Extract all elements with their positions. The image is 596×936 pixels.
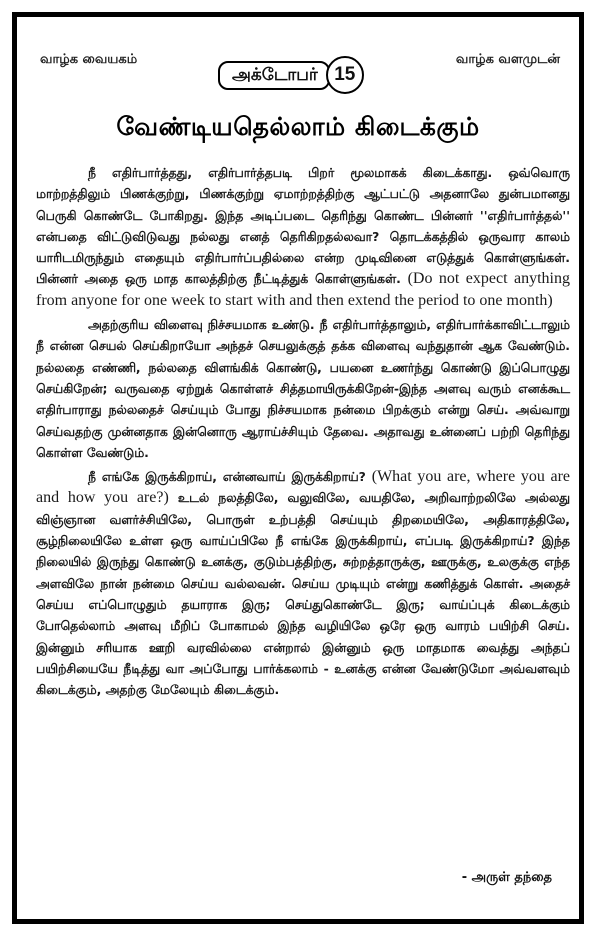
- date-month: அக்டோபர்: [218, 61, 330, 90]
- date-badge: [218, 56, 364, 94]
- paragraph-2: [36, 314, 570, 463]
- paragraph-1: [36, 162, 570, 311]
- signature: - அருள் தந்தை: [461, 870, 552, 885]
- paragraph-3: [36, 466, 570, 700]
- article-body: [36, 162, 570, 703]
- page-title: வேண்டியதெல்லாம் கிடைக்கும்: [116, 112, 480, 141]
- paragraph-1-english: (Do not expect anything from anyone for one week to start with and then extend the period to one month): [36, 270, 570, 309]
- header-left-motto: வாழ்க வையகம்: [40, 52, 138, 67]
- header-right-motto: வாழ்க வளமுடன்: [455, 52, 560, 67]
- paragraph-3-text-before: நீ எங்கே இருக்கிறாய், என்னவாய் இருக்கிறாய்?: [88, 469, 366, 485]
- paragraph-3-text-after: உடல் நலத்திலே, வலுவிலே, வயதிலே, அறிவாற்றலிலே அல்லது விஞ்ஞான வளர்ச்சியிலே, பொருள் உற்பத்தி செய்யும் திறமையிலே, அதிகாரத்திலே, சூழ்நிலையிலே உள்ள ஒரு வாய்ப்பிலே நீ எங்கே இருக்கிறாய், எப்படி இருக்கிறாய்? இந்த நிலையில் இருந்து கொண்டு உனக்கு, குடும்பத்திற்கு, சுற்றத்தாருக்கு, ஊருக்கு, உலகுக்கு எந்த அளவிலே நான் நன்மை செய்ய வல்லவன். செய்ய முடியும் என்று கணித்துக் கொள். அதைச் செய்ய எப்பொழுதும் தயாராக இரு; செய்துகொண்டே இரு; வாய்ப்புக் கிடைக்கும் போதெல்லாம் அளவு மீறிப் போகாமல் இந்த வழியிலே ஒரே ஒரு வாரம் பயிற்சி செய். இன்னும் சரியாக ஊறி வரவில்லை என்றால் இன்னும் ஒரு மாதமாக வைத்து அந்தப் பயிற்சியையே நீடித்து வா அப்போது பார்க்கலாம் - உனக்கு என்ன வேண்டுமோ அவ்வளவும் கிடைக்கும், அதற்கு மேலேயும் கிடைக்கும்.: [36, 490, 570, 698]
- paragraph-2-text: அதற்குரிய விளைவு நிச்சயமாக உண்டு. நீ எதிர்பார்த்தாலும், எதிர்பார்க்காவிட்டாலும் நீ என்ன செயல் செய்கிறாயோ அந்தச் செயலுக்குத் தக்க விளைவு வந்துதான் ஆக வேண்டும். நல்லதை எண்ணி, நல்லதை விளங்கிக் கொண்டு, பயனை உணர்ந்து கொண்டு இப்பொழுது செய்கிறேன்; வருவதை ஏற்றுக் கொள்ளச் சித்தமாயிருக்கிறேன்-இந்த அளவு வரும் எனக்கூட எதிர்பாராது நல்லதைச் செய்யும் போது நிச்சயமாக நன்மை பிறக்கும் என்று செய். அவ்வாறு செய்வதற்கு முன்னதாக இன்னொரு ஆராய்ச்சியும் தேவை. அதாவது உன்னைப் பற்றி தெரிந்து கொள்ள வேண்டும்.: [36, 317, 570, 460]
- date-day: 15: [326, 56, 364, 94]
- paragraph-3-english: (What you are, where you are and how you are?): [36, 468, 570, 507]
- paragraph-1-text: நீ எதிர்பார்த்தது, எதிர்பார்த்தபடி பிறர் மூலமாகக் கிடைக்காது. ஒவ்வொரு மாற்றத்திலும் பிணக்குற்று, பிணக்குற்று ஏமாற்றத்திற்கு ஆட்பட்டு அதனாலே துன்பமானது பெருகி கொண்டே போகிறது. இந்த அடிப்படை தெரிந்து கொண்ட பின்னர் ''எதிர்பார்த்தல்'' என்பதை விட்டுவிடுவது நல்லது எனத் தெரிகிறதல்லவா? தொடக்கத்தில் ஒருவார காலம் யாரிடமிருந்தும் எதையும் எதிர்பார்ப்பதில்லை என்ற முடிவினை எடுத்துக் கொள்ளுங்கள். பின்னர் அதை ஒரு மாத காலத்திற்கு நீட்டித்துக் கொள்ளுங்கள்.: [36, 165, 570, 287]
